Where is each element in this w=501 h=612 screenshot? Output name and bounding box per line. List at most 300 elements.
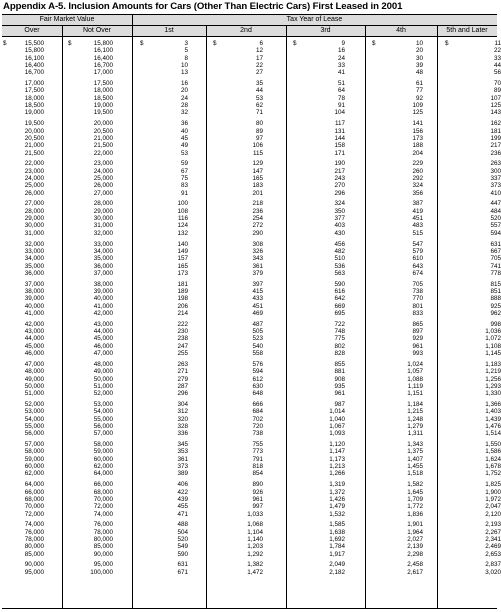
year-4-cell: 1,645 xyxy=(407,488,423,496)
year-4-cell: 451 xyxy=(412,215,423,223)
year-2-cell: 630 xyxy=(252,382,263,390)
year-1-cell: 16 xyxy=(180,80,188,88)
year-5-cell: 962 xyxy=(490,310,501,318)
fmv-over-cell: 16,700 xyxy=(24,69,44,77)
year-2-cell: 35 xyxy=(255,80,263,88)
year-5-cell: 22 xyxy=(493,47,501,55)
fmv-not-over-cell: 52,000 xyxy=(93,390,113,398)
year-1-cell: 406 xyxy=(177,481,188,489)
year-3-cell: 748 xyxy=(334,328,345,336)
year-5-cell: 1,825 xyxy=(485,481,501,489)
year-2-cell: 523 xyxy=(252,335,263,343)
year-2-cell: 343 xyxy=(252,255,263,263)
year-5-cell: 181 xyxy=(490,127,501,135)
year-4-cell: 1,184 xyxy=(407,400,423,408)
table-row xyxy=(0,55,499,62)
fmv-over-cell: 51,000 xyxy=(24,390,44,398)
table-row xyxy=(0,303,499,310)
year-4-cell: 1,772 xyxy=(407,503,423,511)
year-4-cell: 770 xyxy=(412,295,423,303)
fmv-not-over-cell: 16,100 xyxy=(93,47,113,55)
year-2-cell: 236 xyxy=(252,207,263,215)
year-4-cell: 705 xyxy=(412,280,423,288)
year-3-cell: 908 xyxy=(334,375,345,383)
table-row xyxy=(0,368,499,375)
year-3-cell: 987 xyxy=(334,400,345,408)
year-5-cell: 1,900 xyxy=(485,488,501,496)
year-2-cell: 53 xyxy=(255,94,263,102)
table-row xyxy=(0,543,499,550)
year-4-cell: 48 xyxy=(415,69,423,77)
year-3-cell: 1,040 xyxy=(329,415,345,423)
table-row xyxy=(0,135,499,142)
fmv-over-cell: 28,000 xyxy=(24,207,44,215)
year-4-cell: 515 xyxy=(412,229,423,237)
year-4-header: 4th xyxy=(396,27,406,34)
year-5-cell: 1,439 xyxy=(485,415,501,423)
table-row xyxy=(0,120,499,127)
year-5-cell: 1,366 xyxy=(485,400,501,408)
dollar-sign: $ xyxy=(3,40,7,47)
year-5-cell: 815 xyxy=(490,280,501,288)
year-5-cell: 1,183 xyxy=(485,360,501,368)
year-4-cell: 865 xyxy=(412,320,423,328)
year-2-cell: 44 xyxy=(255,87,263,95)
year-1-cell: 132 xyxy=(177,229,188,237)
year-5-cell: 143 xyxy=(490,109,501,117)
year-4-cell: 125 xyxy=(412,109,423,117)
year-5-cell: 44 xyxy=(493,62,501,70)
fmv-not-over-cell: 16,400 xyxy=(93,54,113,62)
year-3-cell: 510 xyxy=(334,255,345,263)
year-1-cell: 140 xyxy=(177,240,188,248)
fmv-over-cell: 74,000 xyxy=(24,521,44,529)
year-5-cell: 484 xyxy=(490,207,501,215)
table-row xyxy=(0,416,499,423)
table-row xyxy=(0,328,499,335)
year-2-cell: 326 xyxy=(252,247,263,255)
year-3-cell: 158 xyxy=(334,142,345,150)
year-3-cell: 270 xyxy=(334,182,345,190)
row-group xyxy=(0,120,499,157)
fmv-not-over-cell: 17,500 xyxy=(93,80,113,88)
row-group xyxy=(0,481,499,518)
year-4-cell: 1,057 xyxy=(407,368,423,376)
year-2-cell: 594 xyxy=(252,368,263,376)
fmv-not-over-cell: 74,000 xyxy=(93,510,113,518)
year-1-cell: 8 xyxy=(184,54,188,62)
year-4-cell: 643 xyxy=(412,262,423,270)
fmv-over-cell: 24,000 xyxy=(24,175,44,183)
year-5-cell: 741 xyxy=(490,262,501,270)
year-1-cell: 631 xyxy=(177,561,188,569)
year-5-cell: 33 xyxy=(493,54,501,62)
year-5-cell: 1,293 xyxy=(485,382,501,390)
table-row xyxy=(0,423,499,430)
year-3-cell: 855 xyxy=(334,360,345,368)
year-2-cell: 1,068 xyxy=(247,521,263,529)
year-5-cell: 888 xyxy=(490,295,501,303)
table-row xyxy=(0,295,499,302)
table-row xyxy=(0,270,499,277)
year-1-cell: 5 xyxy=(184,47,188,55)
table-row xyxy=(0,230,499,237)
table-row xyxy=(0,321,499,328)
year-3-cell: 1,479 xyxy=(329,503,345,511)
fmv-not-over-cell: 25,000 xyxy=(93,175,113,183)
year-3-cell: 1,147 xyxy=(329,448,345,456)
year-2-cell: 379 xyxy=(252,269,263,277)
year-4-cell: 1,343 xyxy=(407,441,423,449)
year-1-cell: 3 xyxy=(184,40,188,47)
year-5-cell: 2,047 xyxy=(485,503,501,511)
year-5-cell: 1,403 xyxy=(485,408,501,416)
year-5-cell: 373 xyxy=(490,182,501,190)
year-5-cell: 56 xyxy=(493,69,501,77)
year-2-cell: 106 xyxy=(252,142,263,150)
year-3-cell: 9 xyxy=(341,40,345,47)
year-5-cell: 217 xyxy=(490,142,501,150)
table-row xyxy=(0,109,499,116)
table-row xyxy=(0,569,499,576)
year-1-cell: 549 xyxy=(177,543,188,551)
year-3-cell: 78 xyxy=(337,94,345,102)
fmv-not-over-cell: 38,000 xyxy=(93,280,113,288)
fmv-not-over-cell: 43,000 xyxy=(93,320,113,328)
table-row xyxy=(0,561,499,568)
year-2-cell: 361 xyxy=(252,262,263,270)
year-3-cell: 563 xyxy=(334,269,345,277)
year-2-cell: 27 xyxy=(255,69,263,77)
year-5-cell: 1,586 xyxy=(485,448,501,456)
year-2-cell: 17 xyxy=(255,54,263,62)
fmv-over-cell: 78,000 xyxy=(24,536,44,543)
year-2-cell: 308 xyxy=(252,240,263,248)
year-4-cell: 260 xyxy=(412,167,423,175)
year-2-cell: 22 xyxy=(255,62,263,70)
table-row xyxy=(0,62,499,69)
year-3-cell: 616 xyxy=(334,288,345,295)
fmv-over-cell: 68,000 xyxy=(24,495,44,503)
fmv-over-cell: 62,000 xyxy=(24,470,44,478)
year-4-cell: 1,455 xyxy=(407,463,423,471)
year-4-cell: 419 xyxy=(412,207,423,215)
year-4-cell: 77 xyxy=(415,87,423,95)
year-4-cell: 1,407 xyxy=(407,455,423,463)
fmv-over-cell: 49,000 xyxy=(24,375,44,383)
page-title: Appendix A-5. Inclusion Amounts for Cars (Other Than Electric Cars) First Leased in 2001 xyxy=(3,1,403,12)
table-row xyxy=(0,481,499,488)
year-2-cell: 702 xyxy=(252,415,263,423)
year-4-cell: 324 xyxy=(412,182,423,190)
year-1-cell: 455 xyxy=(177,503,188,511)
fmv-over-cell: 17,500 xyxy=(24,87,44,95)
year-2-cell: 12 xyxy=(255,47,263,55)
fmv-over-cell: 26,000 xyxy=(24,189,44,197)
year-2-cell: 773 xyxy=(252,448,263,456)
fmv-not-over-cell: 70,000 xyxy=(93,495,113,503)
fmv-over-cell: 47,000 xyxy=(24,360,44,368)
year-3-cell: 669 xyxy=(334,302,345,310)
year-4-cell: 229 xyxy=(412,160,423,168)
year-5-cell: 1,624 xyxy=(485,455,501,463)
year-4-cell: 188 xyxy=(412,142,423,150)
fmv-over-cell: 33,000 xyxy=(24,247,44,255)
year-1-cell: 230 xyxy=(177,328,188,336)
year-1-cell: 279 xyxy=(177,375,188,383)
year-4-cell: 292 xyxy=(412,175,423,183)
year-4-cell: 141 xyxy=(412,120,423,128)
table-row xyxy=(0,190,499,197)
year-5-cell: 631 xyxy=(490,240,501,248)
fmv-over-cell: 40,000 xyxy=(24,302,44,310)
fmv-over-cell: 25,000 xyxy=(24,182,44,190)
fmv-not-over-cell: 78,000 xyxy=(93,528,113,536)
year-1-cell: 28 xyxy=(180,102,188,110)
fmv-not-over-cell: 39,000 xyxy=(93,288,113,295)
year-2-cell: 89 xyxy=(255,127,263,135)
year-5-cell: 2,341 xyxy=(485,536,501,543)
year-4-cell: 993 xyxy=(412,350,423,358)
fmv-not-over-cell: 50,000 xyxy=(93,375,113,383)
year-3-cell: 1,585 xyxy=(329,521,345,529)
year-3-cell: 1,532 xyxy=(329,510,345,518)
table-row xyxy=(0,350,499,357)
year-4-cell: 1,901 xyxy=(407,521,423,529)
year-1-cell: 312 xyxy=(177,408,188,416)
year-2-cell: 487 xyxy=(252,320,263,328)
fmv-not-over-cell: 19,000 xyxy=(93,102,113,110)
fmv-over-cell: 66,000 xyxy=(24,488,44,496)
year-4-cell: 483 xyxy=(412,222,423,230)
row-group xyxy=(0,40,499,77)
fmv-over-cell: 41,000 xyxy=(24,310,44,318)
fmv-not-over-cell: 90,000 xyxy=(93,550,113,558)
fmv-not-over-cell: 44,000 xyxy=(93,328,113,336)
fmv-not-over-cell: 19,500 xyxy=(93,109,113,117)
year-1-header: 1st xyxy=(164,27,174,34)
table-row xyxy=(0,95,499,102)
fmv-over-cell: 37,000 xyxy=(24,280,44,288)
table-row xyxy=(0,69,499,76)
fmv-over-cell: 42,000 xyxy=(24,320,44,328)
year-4-cell: 1,215 xyxy=(407,408,423,416)
table-row xyxy=(0,310,499,317)
table-row xyxy=(0,182,499,189)
year-1-cell: 53 xyxy=(180,149,188,157)
year-3-cell: 775 xyxy=(334,335,345,343)
year-3-cell: 2,182 xyxy=(329,568,345,576)
year-1-cell: 422 xyxy=(177,488,188,496)
fmv-not-over-cell: 18,000 xyxy=(93,87,113,95)
year-4-cell: 929 xyxy=(412,335,423,343)
year-2-cell: 1,104 xyxy=(247,528,263,536)
year-3-cell: 1,120 xyxy=(329,441,345,449)
year-1-cell: 336 xyxy=(177,430,188,438)
year-1-cell: 165 xyxy=(177,262,188,270)
year-4-cell: 1,709 xyxy=(407,495,423,503)
year-3-cell: 722 xyxy=(334,320,345,328)
year-1-cell: 36 xyxy=(180,120,188,128)
year-1-cell: 238 xyxy=(177,335,188,343)
year-1-cell: 100 xyxy=(177,200,188,208)
year-3-cell: 1,784 xyxy=(329,543,345,551)
year-4-cell: 156 xyxy=(412,127,423,135)
year-3-cell: 430 xyxy=(334,229,345,237)
year-5-cell: 1,550 xyxy=(485,441,501,449)
year-1-cell: 353 xyxy=(177,448,188,456)
table-row xyxy=(0,383,499,390)
table-row xyxy=(0,536,499,543)
year-3-cell: 1,319 xyxy=(329,481,345,489)
year-4-cell: 39 xyxy=(415,62,423,70)
fmv-over-cell: 46,000 xyxy=(24,350,44,358)
fmv-over-cell: 95,000 xyxy=(24,568,44,576)
year-2-cell: 201 xyxy=(252,189,263,197)
year-4-cell: 738 xyxy=(412,288,423,295)
year-1-cell: 173 xyxy=(177,269,188,277)
fmv-over-cell: 90,000 xyxy=(24,561,44,569)
year-3-cell: 961 xyxy=(334,390,345,398)
year-3-cell: 536 xyxy=(334,262,345,270)
year-1-cell: 255 xyxy=(177,350,188,358)
year-3-cell: 403 xyxy=(334,222,345,230)
year-5-cell: 1,145 xyxy=(485,350,501,358)
fmv-not-over-cell: 37,000 xyxy=(93,269,113,277)
fmv-over-cell: 31,000 xyxy=(24,229,44,237)
year-1-cell: 149 xyxy=(177,247,188,255)
year-3-cell: 16 xyxy=(337,47,345,55)
fmv-not-over-cell: 21,000 xyxy=(93,134,113,142)
table-row xyxy=(0,470,499,477)
year-2-cell: 469 xyxy=(252,310,263,318)
year-5-cell: 778 xyxy=(490,269,501,277)
year-5-cell: 162 xyxy=(490,120,501,128)
year-4-cell: 897 xyxy=(412,328,423,336)
year-3-cell: 41 xyxy=(337,69,345,77)
year-1-cell: 206 xyxy=(177,302,188,310)
fmv-not-over-cell: 22,000 xyxy=(93,149,113,157)
year-5-cell: 1,476 xyxy=(485,423,501,431)
fmv-not-over-cell: 100,000 xyxy=(90,568,113,576)
table-row xyxy=(0,503,499,510)
year-5-cell: 1,072 xyxy=(485,335,501,343)
year-5-cell: 557 xyxy=(490,222,501,230)
fmv-not-over-cell: 42,000 xyxy=(93,310,113,318)
fmv-not-over-cell: 34,000 xyxy=(93,247,113,255)
year-2-cell: 218 xyxy=(252,200,263,208)
year-4-cell: 20 xyxy=(415,47,423,55)
year-4-cell: 1,279 xyxy=(407,423,423,431)
table-row xyxy=(0,376,499,383)
fmv-not-over-cell: 21,500 xyxy=(93,142,113,150)
year-5-cell: 89 xyxy=(493,87,501,95)
year-5-cell: 520 xyxy=(490,215,501,223)
year-1-cell: 116 xyxy=(177,215,188,223)
year-2-cell: 80 xyxy=(255,120,263,128)
year-2-cell: 129 xyxy=(252,160,263,168)
year-4-cell: 30 xyxy=(415,54,423,62)
table-row xyxy=(0,248,499,255)
year-4-cell: 204 xyxy=(412,149,423,157)
fmv-not-over-cell: 49,000 xyxy=(93,368,113,376)
fmv-not-over-cell: 80,000 xyxy=(93,536,113,543)
fmv-not-over-cell: 35,000 xyxy=(93,255,113,263)
year-2-cell: 290 xyxy=(252,229,263,237)
year-2-cell: 1,203 xyxy=(247,543,263,551)
row-group xyxy=(0,160,499,197)
year-2-cell: 540 xyxy=(252,342,263,350)
year-3-cell: 1,692 xyxy=(329,536,345,543)
year-1-cell: 287 xyxy=(177,382,188,390)
year-1-cell: 75 xyxy=(180,175,188,183)
year-2-cell: 451 xyxy=(252,302,263,310)
year-2-cell: 926 xyxy=(252,488,263,496)
year-1-cell: 471 xyxy=(177,510,188,518)
fmv-not-over-cell: 53,000 xyxy=(93,400,113,408)
fmv-not-over-cell: 30,000 xyxy=(93,215,113,223)
year-4-cell: 173 xyxy=(412,134,423,142)
table-row xyxy=(0,511,499,518)
fmv-over-cell: 23,000 xyxy=(24,167,44,175)
year-3-cell: 33 xyxy=(337,62,345,70)
tax-year-subrule xyxy=(132,25,497,26)
year-2-cell: 890 xyxy=(252,481,263,489)
fmv-not-over-cell: 18,500 xyxy=(93,94,113,102)
year-5-cell: 263 xyxy=(490,160,501,168)
year-5-cell: 300 xyxy=(490,167,501,175)
year-4-cell: 1,518 xyxy=(407,470,423,478)
table-row xyxy=(0,441,499,448)
year-1-cell: 671 xyxy=(177,568,188,576)
year-5-cell: 125 xyxy=(490,102,501,110)
year-1-cell: 45 xyxy=(180,134,188,142)
year-3-cell: 296 xyxy=(334,189,345,197)
year-3-cell: 1,638 xyxy=(329,528,345,536)
year-3-cell: 377 xyxy=(334,215,345,223)
year-4-cell: 547 xyxy=(412,240,423,248)
fmv-over-cell: 48,000 xyxy=(24,368,44,376)
table-row xyxy=(0,343,499,350)
year-3-cell: 802 xyxy=(334,342,345,350)
year-2-cell: 755 xyxy=(252,441,263,449)
row-group xyxy=(0,561,499,576)
year-1-cell: 13 xyxy=(180,69,188,77)
year-5-cell: 1,330 xyxy=(485,390,501,398)
year-2-cell: 961 xyxy=(252,495,263,503)
year-5-cell: 1,219 xyxy=(485,368,501,376)
table-row xyxy=(0,489,499,496)
table-row xyxy=(0,241,499,248)
fmv-not-over-cell: 72,000 xyxy=(93,503,113,511)
year-3-cell: 695 xyxy=(334,310,345,318)
row-group xyxy=(0,521,499,558)
bottom-rule xyxy=(2,608,497,609)
year-4-cell: 2,617 xyxy=(407,568,423,576)
dollar-sign: $ xyxy=(293,40,297,47)
table-row xyxy=(0,175,499,182)
year-1-cell: 124 xyxy=(177,222,188,230)
fmv-not-over-cell: 26,000 xyxy=(93,182,113,190)
year-2-cell: 433 xyxy=(252,295,263,303)
year-2-cell: 62 xyxy=(255,102,263,110)
year-5-cell: 337 xyxy=(490,175,501,183)
fmv-not-over-cell: 15,800 xyxy=(93,40,113,47)
year-2-cell: 1,292 xyxy=(247,550,263,558)
year-3-cell: 171 xyxy=(334,149,345,157)
fmv-over-cell: 18,000 xyxy=(24,94,44,102)
year-4-cell: 833 xyxy=(412,310,423,318)
